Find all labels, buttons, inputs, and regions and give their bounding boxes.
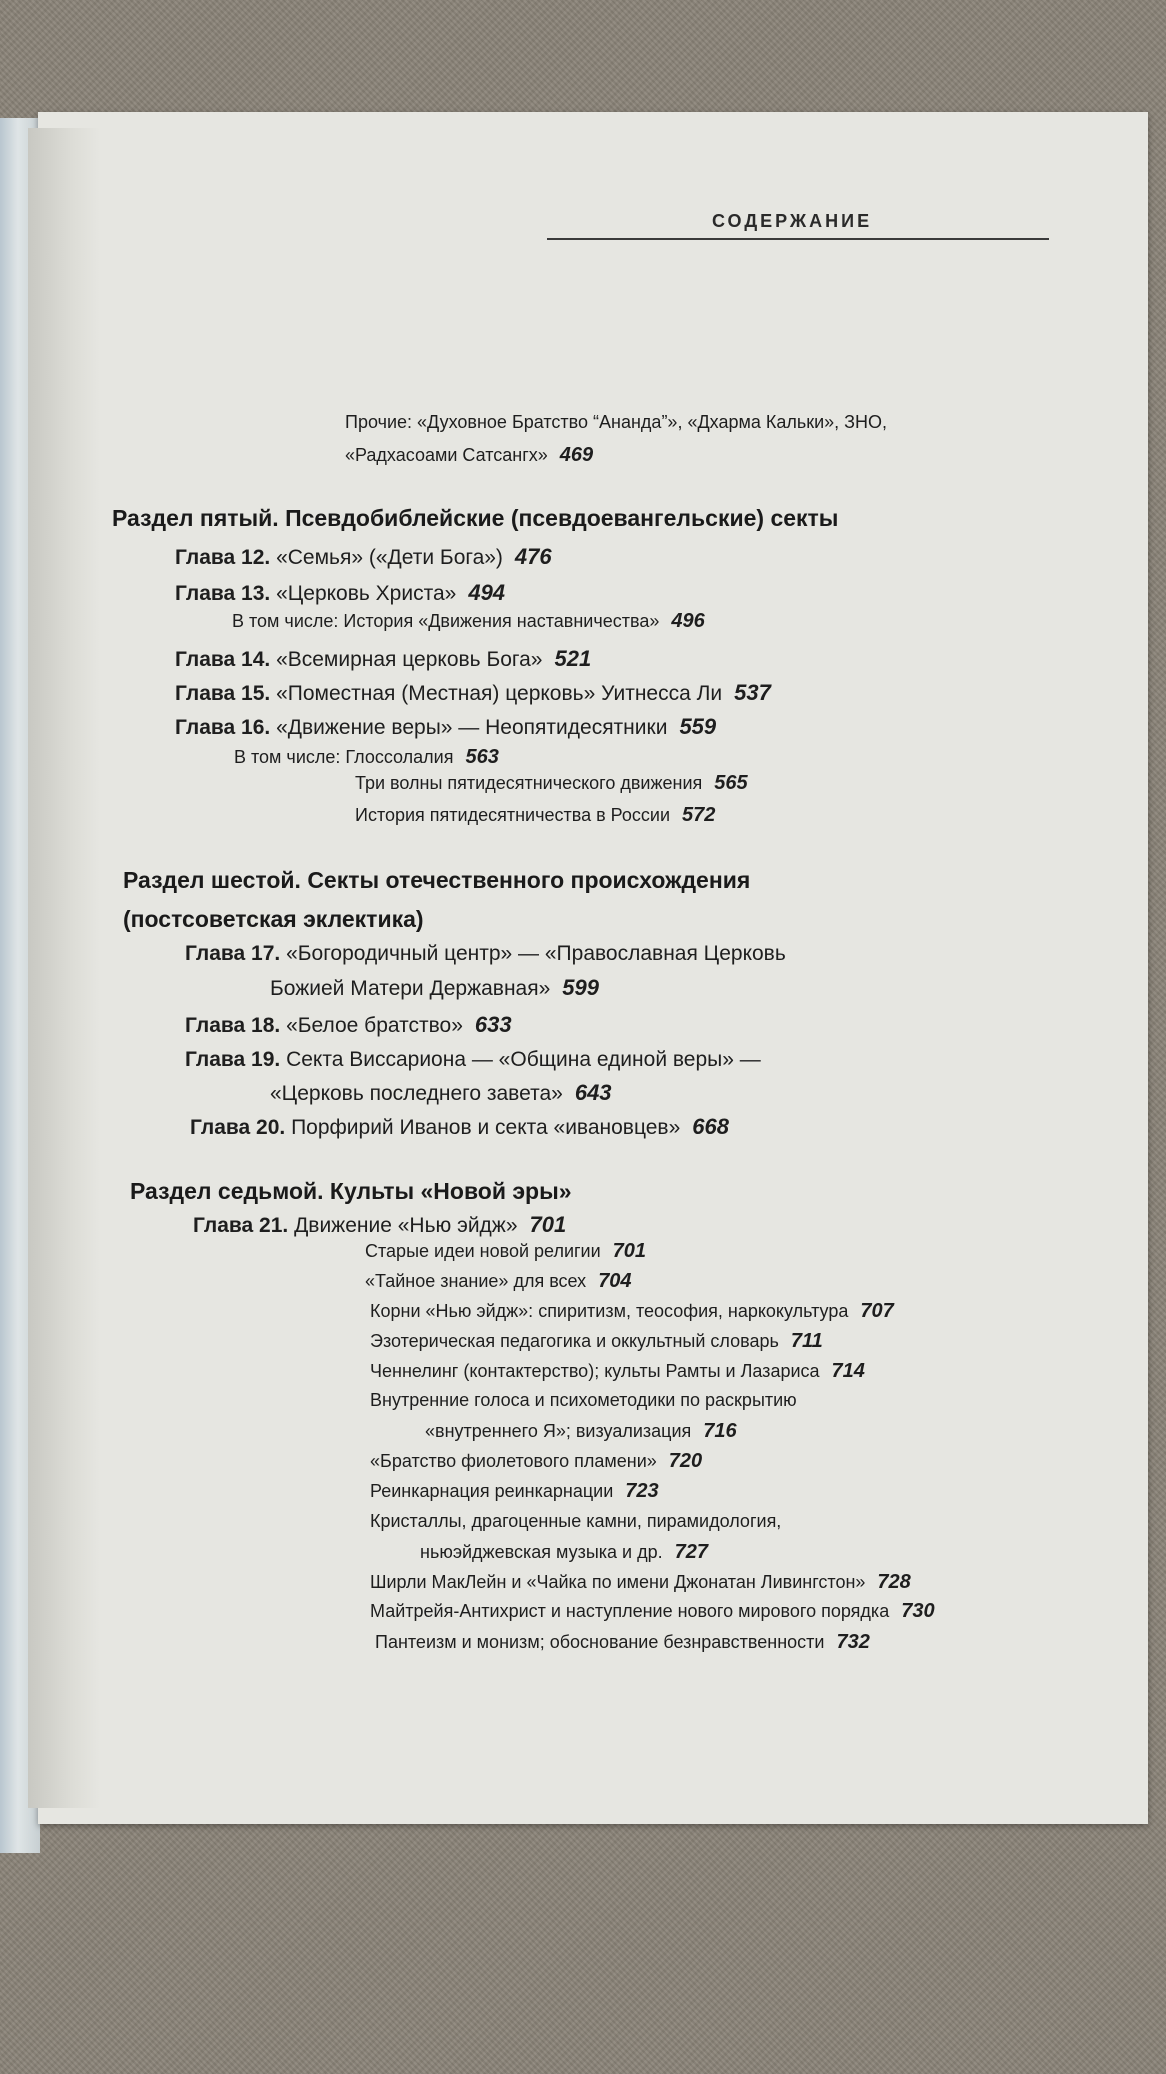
chapter-entry <box>193 1212 566 1238</box>
entry-title: Пантеизм и монизм; обоснование безнравственности <box>375 1632 825 1652</box>
book-page <box>38 112 1148 1824</box>
chapter-number: Глава 13. <box>175 582 277 605</box>
entry-title: Раздел седьмой. Культы «Новой эры» <box>130 1178 572 1204</box>
page-gutter-shadow <box>28 128 100 1808</box>
entry-title: «Поместная (Местная) церковь» Уитнесса Ли <box>276 682 723 705</box>
entry-title: ньюэйджевская музыка и др. <box>420 1542 663 1562</box>
entry-title: Раздел шестой. Секты отечественного происхождения <box>123 867 751 893</box>
page-number: 565 <box>714 772 748 794</box>
entry-title: «Движение веры» — Неопятидесятники <box>276 716 668 739</box>
page-number: 563 <box>465 746 499 768</box>
page-number: 714 <box>831 1360 865 1382</box>
page-number: 720 <box>668 1450 703 1472</box>
entry-title: «Радхасоами Сатсангх» <box>345 445 548 465</box>
page-number: 559 <box>679 714 717 739</box>
entry-title: «Всемирная церковь Бога» <box>276 648 543 671</box>
running-header-title: СОДЕРЖАНИЕ <box>712 211 873 231</box>
page-number: 521 <box>554 646 592 671</box>
page-number: 633 <box>474 1012 512 1037</box>
subsection-entry <box>365 1240 646 1263</box>
entry-title: «Церковь Христа» <box>276 582 457 605</box>
entry-title: В том числе: Глоссолалия <box>234 747 454 767</box>
subsection-entry <box>355 772 748 795</box>
chapter-entry <box>185 942 786 966</box>
chapter-number: Глава 16. <box>175 716 277 739</box>
page-number: 494 <box>468 580 506 605</box>
page-number: 496 <box>671 610 705 632</box>
subsection-entry <box>345 444 593 467</box>
page-number: 668 <box>692 1114 729 1139</box>
entry-title: «Богородичный центр» — «Православная Церковь <box>286 942 786 965</box>
page-number: 707 <box>860 1300 894 1322</box>
entry-title: В том числе: История «Движения наставничества» <box>232 611 660 631</box>
header-rule <box>547 238 1049 240</box>
chapter-entry <box>185 1012 512 1038</box>
entry-title: Секта Виссариона — «Община единой веры» — <box>286 1048 761 1071</box>
page-number: 701 <box>529 1212 567 1237</box>
entry-title: (постсоветская эклектика) <box>123 906 424 932</box>
page-number: 476 <box>514 544 552 569</box>
subsection-entry <box>345 412 887 433</box>
chapter-entry <box>270 975 599 1001</box>
entry-title: Эзотерическая педагогика и оккультный словарь <box>370 1331 779 1351</box>
subsection-entry <box>370 1330 823 1353</box>
chapter-number: Глава 15. <box>175 682 277 705</box>
entry-title: Прочие: «Духовное Братство “Ананда”», «Дхарма Кальки», ЗНО, <box>345 412 888 432</box>
chapter-number: Глава 19. <box>185 1048 287 1071</box>
subsection-entry <box>375 1631 870 1654</box>
page-number: 643 <box>574 1080 612 1105</box>
section-heading <box>112 505 838 532</box>
entry-title: Божией Матери Державная» <box>270 977 551 1000</box>
page-number: 711 <box>790 1330 823 1352</box>
chapter-entry <box>175 544 552 570</box>
section-heading <box>123 867 750 894</box>
page-number: 716 <box>703 1420 737 1442</box>
subsection-entry <box>370 1600 935 1623</box>
entry-title: Ченнелинг (контактерство); культы Рамты и Лазариса <box>370 1361 820 1381</box>
chapter-number: Глава 12. <box>175 546 277 569</box>
entry-title: Реинкарнация реинкарнации <box>370 1481 614 1501</box>
entry-title: Кристаллы, драгоценные камни, пирамидология, <box>370 1511 782 1531</box>
subsection-entry <box>234 746 499 769</box>
entry-title: Движение «Нью эйдж» <box>294 1214 518 1237</box>
entry-title: «внутреннего Я»; визуализация <box>425 1421 692 1441</box>
subsection-entry <box>355 804 715 827</box>
page-number: 704 <box>598 1270 632 1292</box>
subsection-entry <box>370 1571 911 1594</box>
entry-title: «Братство фиолетового пламени» <box>370 1451 657 1471</box>
entry-title: «Семья» («Дети Бога») <box>276 546 503 569</box>
page-number: 701 <box>612 1240 647 1262</box>
page-number: 732 <box>836 1631 870 1653</box>
chapter-number: Глава 20. <box>190 1116 292 1139</box>
subsection-entry <box>370 1511 781 1532</box>
chapter-entry <box>175 714 716 740</box>
chapter-entry <box>270 1080 612 1106</box>
entry-title: Ширли МакЛейн и «Чайка по имени Джонатан Ливингстон» <box>370 1572 866 1592</box>
page-number: 572 <box>682 804 716 826</box>
subsection-entry <box>232 610 705 633</box>
entry-title: Раздел пятый. Псевдобиблейские (псевдоевангельские) секты <box>112 505 839 531</box>
chapter-number: Глава 14. <box>175 648 277 671</box>
subsection-entry <box>370 1450 702 1473</box>
page-number: 727 <box>674 1541 708 1563</box>
subsection-entry <box>425 1420 737 1443</box>
subsection-entry <box>370 1300 894 1323</box>
entry-title: «Тайное знание» для всех <box>365 1271 587 1291</box>
page-number: 723 <box>625 1480 659 1502</box>
entry-title: «Белое братство» <box>286 1014 463 1037</box>
chapter-number: Глава 18. <box>185 1014 287 1037</box>
subsection-entry <box>365 1270 632 1293</box>
page-number: 599 <box>562 975 600 1000</box>
entry-title: Старые идеи новой религии <box>365 1241 601 1261</box>
subsection-entry <box>370 1480 659 1503</box>
entry-title: Три волны пятидесятнического движения <box>355 773 703 793</box>
section-heading <box>123 906 424 933</box>
chapter-entry <box>185 1048 761 1072</box>
subsection-entry <box>420 1541 708 1564</box>
section-heading <box>130 1178 572 1205</box>
subsection-entry <box>370 1390 797 1411</box>
page-number: 537 <box>734 680 771 705</box>
entry-title: Корни «Нью эйдж»: спиритизм, теософия, наркокультура <box>370 1301 849 1321</box>
page-number: 469 <box>559 444 594 466</box>
chapter-entry <box>190 1114 729 1140</box>
chapter-entry <box>175 580 505 606</box>
chapter-number: Глава 21. <box>193 1214 295 1237</box>
page-number: 730 <box>901 1600 935 1622</box>
entry-title: Майтрейя-Антихрист и наступление нового мирового порядка <box>370 1601 890 1621</box>
page-number: 728 <box>877 1571 911 1593</box>
subsection-entry <box>370 1360 865 1383</box>
chapter-number: Глава 17. <box>185 942 287 965</box>
chapter-entry <box>175 680 771 706</box>
entry-title: Внутренние голоса и психометодики по раскрытию <box>370 1390 797 1410</box>
entry-title: История пятидесятничества в России <box>355 805 670 825</box>
entry-title: «Церковь последнего завета» <box>270 1082 563 1105</box>
chapter-entry <box>175 646 591 672</box>
entry-title: Порфирий Иванов и секта «ивановцев» <box>291 1116 681 1139</box>
